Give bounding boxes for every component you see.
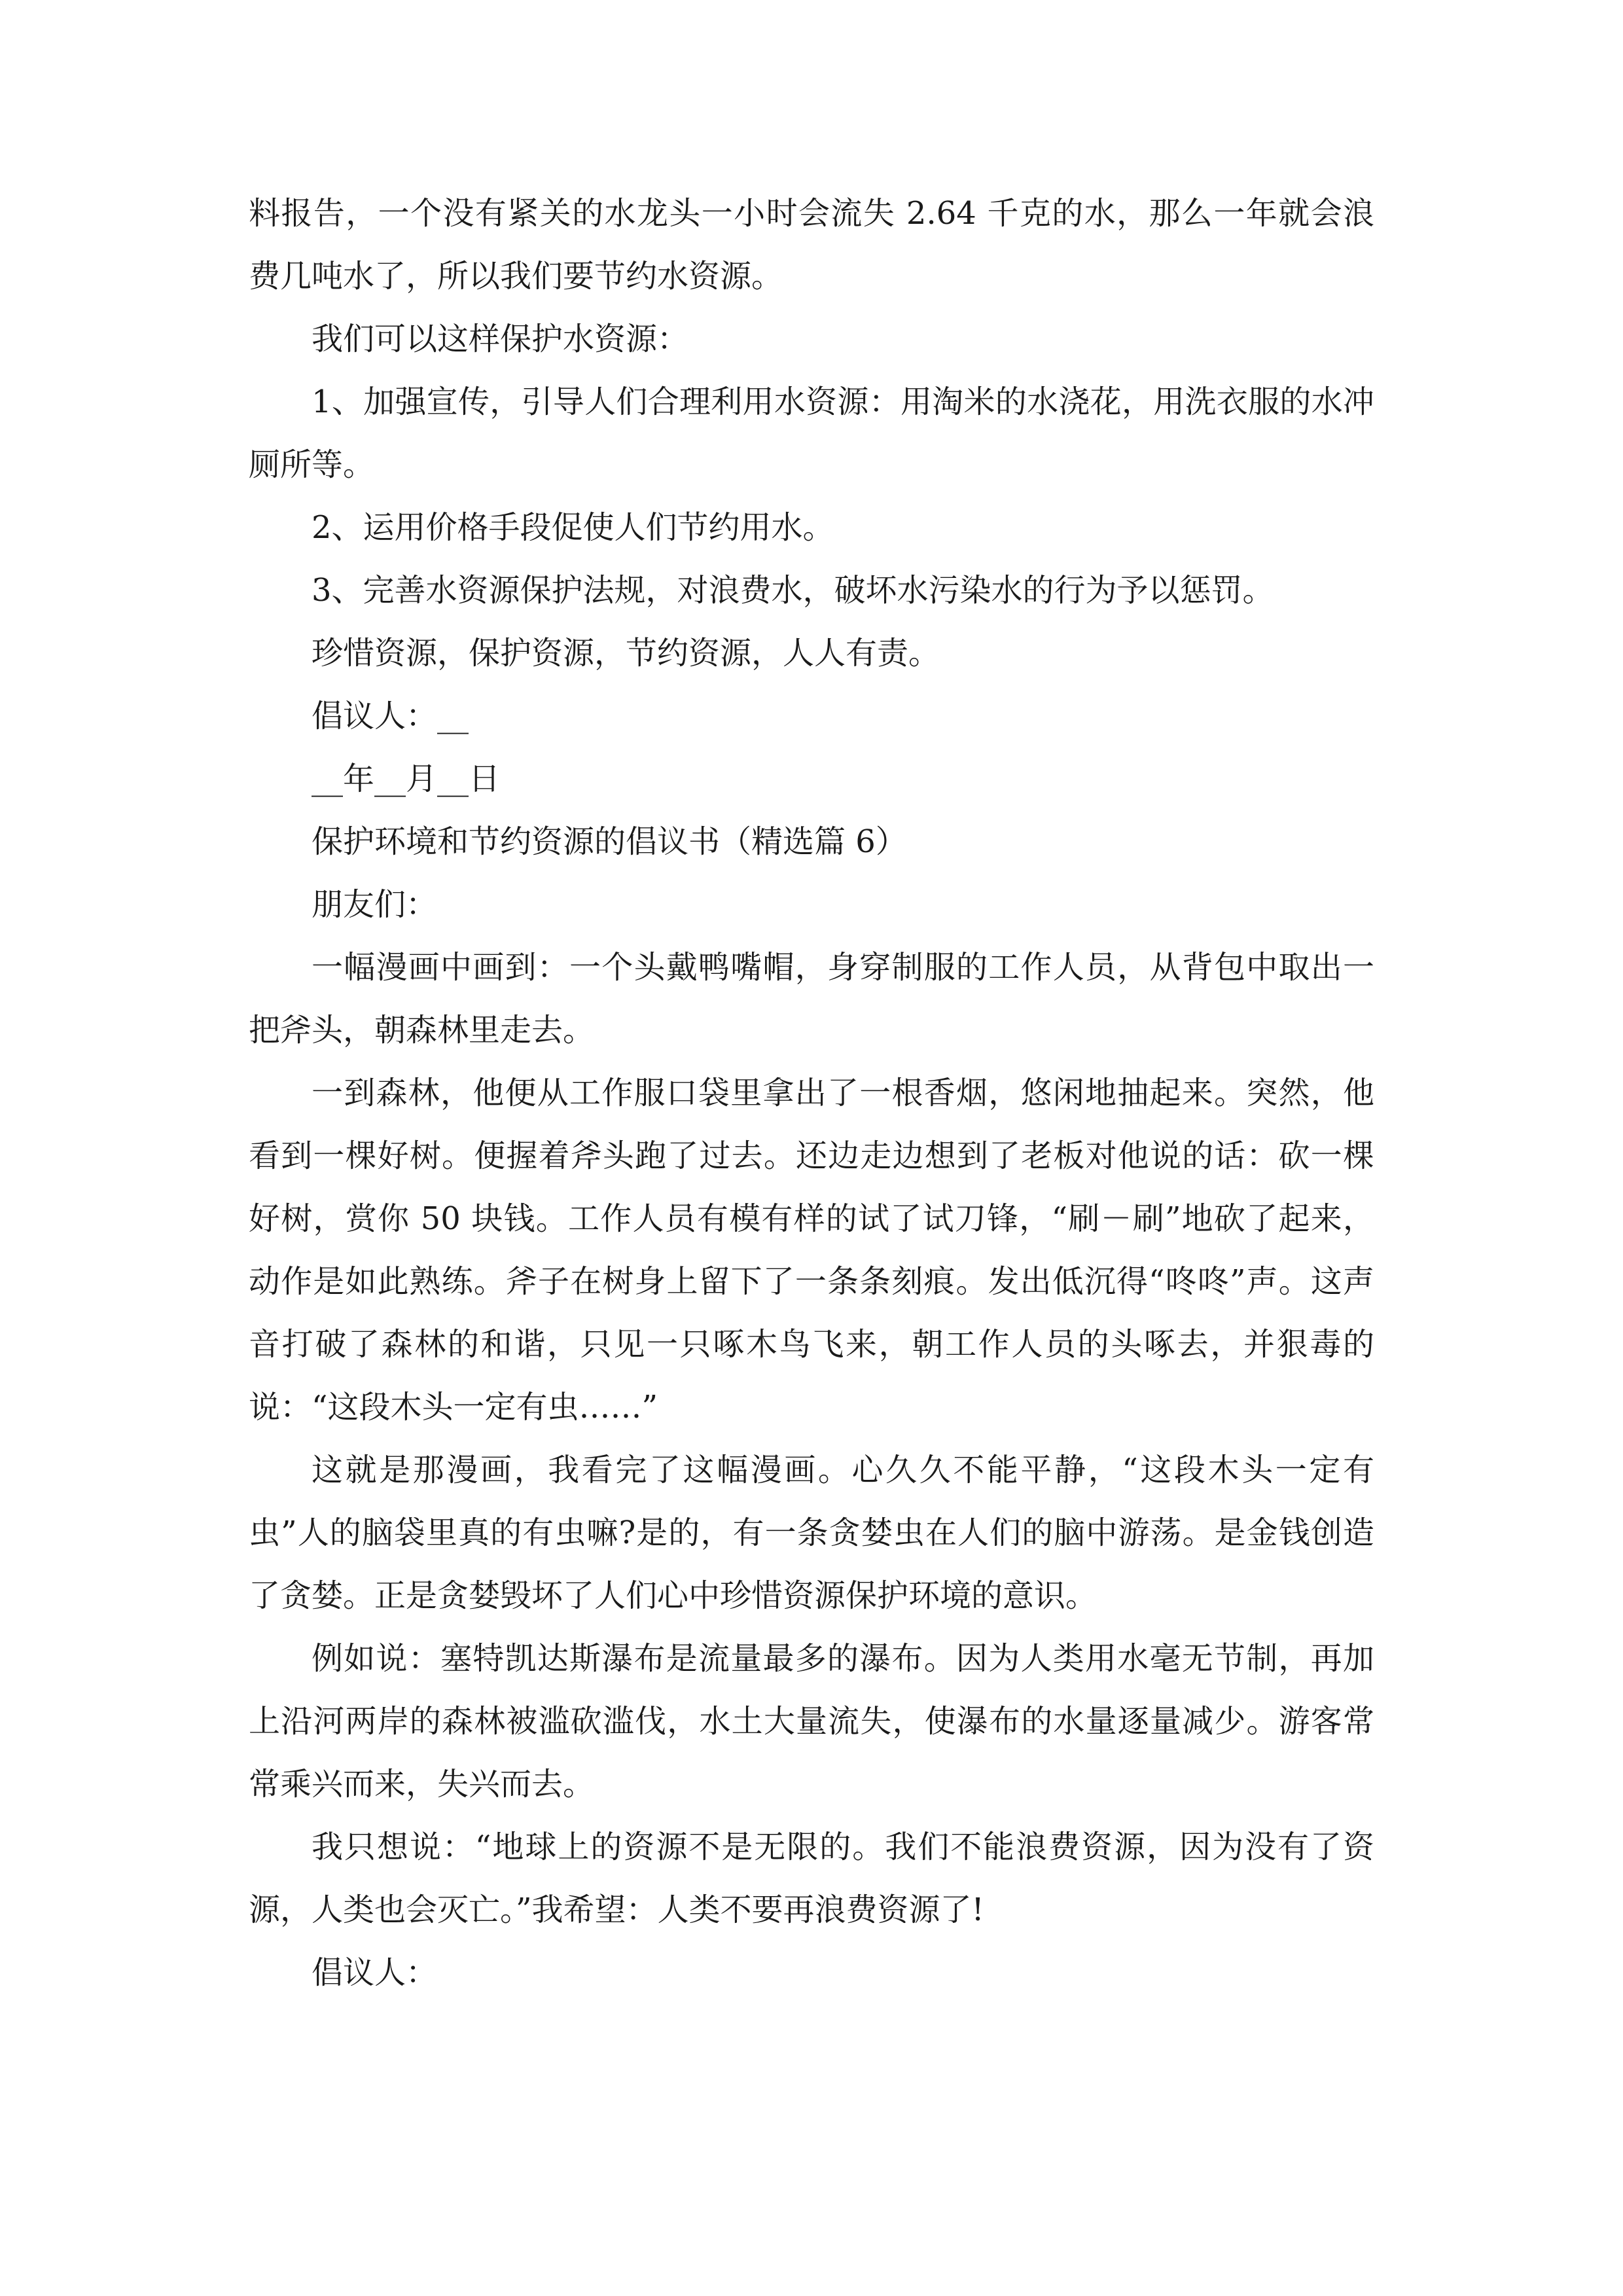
salutation: 朋友们：	[312, 886, 438, 923]
signature-line: 倡议人：	[312, 1954, 438, 1991]
section-title: 保护环境和节约资源的倡议书（精选篇 6）	[312, 823, 907, 860]
list-item: 3、完善水资源保护法规，对浪费水，破坏水污染水的行为予以惩罚。	[312, 572, 1274, 609]
paragraph: 一到森林，他便从工作服口袋里拿出了一根香烟，悠闲地抽起来。突然，他看到一棵好树。便握着斧头跑了过去。还边走边想到了老板对他说的话：砍一棵好树，赏你 50 块钱。工作人员有模有样的试了试刀锋，“刷－刷”地砍了起来，动作是如此熟练。斧子在树身上留下了一条条刻痕。发出低沉得“咚咚”声。这声音打破了森林的和谐，只见一只啄木鸟飞来，朝工作人员的头啄去，并狠毒的说：“这段木头一定有虫……”	[249, 1075, 1374, 1426]
list-item: 1、加强宣传，引导人们合理利用水资源：用淘米的水浇花，用洗衣服的水冲厕所等。	[249, 384, 1374, 483]
paragraph: 一幅漫画中画到：一个头戴鸭嘴帽，身穿制服的工作人员，从背包中取出一把斧头，朝森林里走去。	[249, 949, 1374, 1049]
paragraph: 我们可以这样保护水资源：	[312, 321, 689, 357]
paragraph: 珍惜资源，保护资源，节约资源，人人有责。	[312, 635, 940, 672]
document-body	[249, 182, 1374, 2004]
signature-line: 倡议人：__	[312, 698, 469, 734]
list-item: 2、运用价格手段促使人们节约用水。	[312, 509, 834, 546]
paragraph: 料报告，一个没有紧关的水龙头一小时会流失 2.64 千克的水，那么一年就会浪费几吨水了，所以我们要节约水资源。	[249, 195, 1374, 295]
paragraph: 例如说：塞特凯达斯瀑布是流量最多的瀑布。因为人类用水毫无节制，再加上沿河两岸的森林被滥砍滥伐，水土大量流失，使瀑布的水量逐量减少。游客常常乘兴而来，失兴而去。	[249, 1640, 1374, 1803]
paragraph: 我只想说：“地球上的资源不是无限的。我们不能浪费资源，因为没有了资源，人类也会灭亡。”我希望：人类不要再浪费资源了!	[249, 1829, 1374, 1928]
paragraph: 这就是那漫画，我看完了这幅漫画。心久久不能平静，“这段木头一定有虫”人的脑袋里真的有虫嘛?是的，有一条贪婪虫在人们的脑中游荡。是金钱创造了贪婪。正是贪婪毁坏了人们心中珍惜资源保护环境的意识。	[249, 1452, 1374, 1614]
date-line: __年__月__日	[312, 761, 501, 797]
